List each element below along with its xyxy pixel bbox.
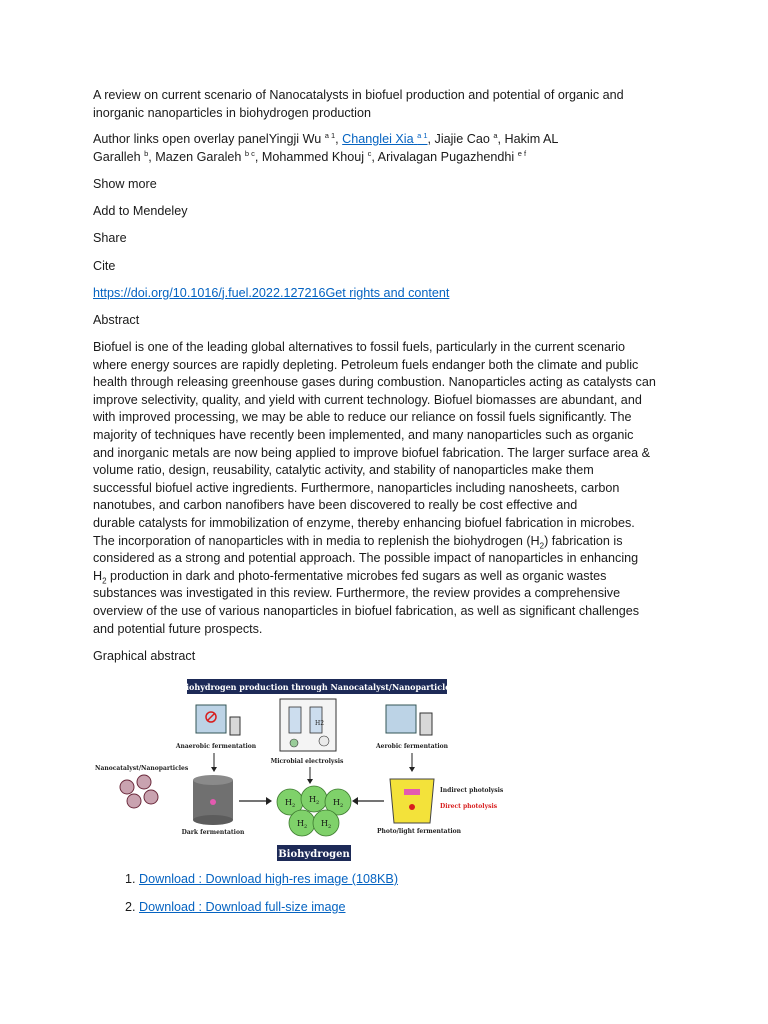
author-1-affiliation: a 1 [324, 131, 336, 140]
author-6[interactable]: Mohammed Khouj [261, 149, 365, 164]
abstract-line: where energy sources are rapidly depleting. Petroleum fuels endanger both the climate and public [93, 357, 639, 372]
get-rights-link[interactable]: Get rights and content [325, 285, 450, 300]
arrowhead-icon [211, 767, 217, 772]
author-5-affiliation: b c [244, 148, 255, 158]
download-item-fullsize [139, 898, 398, 916]
abstract-text [93, 339, 678, 638]
share-button[interactable]: Share [93, 231, 127, 246]
abstract-line [93, 533, 678, 551]
abstract-line [93, 568, 678, 586]
author-2-link[interactable] [342, 132, 427, 146]
author-1[interactable]: Yingji Wu [268, 132, 322, 147]
abstract-line: volume ratio, design, reusability, catalytic activity, and stability of nanoparticles make them [93, 463, 594, 478]
nanocatalyst-label: Nanocatalyst/Nanoparticles [95, 765, 189, 772]
h2-bubbles-icon [277, 786, 351, 836]
abstract-line: durable catalysts for immobilization of enzyme, thereby enhancing biofuel fabrication in microbes. [93, 516, 635, 531]
doi-link[interactable]: https://doi.org/10.1016/j.fuel.2022.127216 [93, 285, 326, 300]
biohydrogen-label: Biohydrogen [278, 849, 350, 860]
electrolysis-cell-icon [280, 699, 336, 751]
anaerobic-apparatus-icon [196, 705, 240, 735]
h2-bubble-label: $H_2$ [297, 819, 308, 830]
author-5[interactable]: Mazen Garaleh [155, 149, 242, 164]
photo-fermentation-beaker-icon [390, 779, 434, 823]
author-3[interactable]: Jiajie Cao [434, 132, 490, 147]
doi-line [93, 285, 678, 303]
h2-bubble-label: $H_2$ [333, 798, 344, 809]
article-title: A review on current scenario of Nanocatalysts in biofuel production and potential of organic and inorganic nanoparticles in biohydrogen production [93, 88, 624, 120]
abstract-line: majority of techniques have recently been implemented, and many nanoparticles such as organic [93, 428, 634, 443]
electrolysis-h2-label: H2 [315, 720, 325, 727]
cite-button[interactable]: Cite [93, 258, 116, 273]
figure-banner-text: Biohydrogen production through Nanocatalyst/Nanoparticles [179, 682, 455, 692]
abstract-line: considered as a strong and potential approach. The possible impact of nanoparticles in enhancing [93, 551, 639, 566]
arrowhead-icon [352, 797, 358, 805]
abstract-line: and inorganic metals are now being applied to improve biofuel fabrication. The larger surface area & [93, 445, 651, 460]
abstract-line: substances was investigated in this review. Furthermore, the review provides a comprehensive [93, 586, 621, 601]
add-to-mendeley-button[interactable]: Add to Mendeley [93, 204, 188, 219]
author-7-affiliation: e f [517, 148, 527, 158]
abstract-line: Biofuel is one of the leading global alternatives to fossil fuels, particularly in the current scenario [93, 340, 626, 355]
microbial-label: Microbial electrolysis [270, 758, 344, 765]
author-4-part2[interactable]: Garalleh [93, 149, 141, 164]
author-list [93, 131, 678, 166]
abstract-line: health through releasing greenhouse gases during combustion. Nanoparticles acting as catalysts can [93, 375, 656, 390]
arrowhead-icon [266, 797, 272, 805]
aerobic-apparatus-icon [386, 705, 432, 735]
author-2-affiliation: a 1 [417, 131, 428, 140]
direct-photolysis-label: Direct photolysis [440, 803, 498, 810]
subscript: 2 [539, 541, 545, 551]
abstract-line: with improved processing, we may be able to reduce our reliance on fossil fuels significantly. The [93, 410, 632, 425]
arrowhead-icon [409, 767, 415, 772]
indirect-photolysis-label: Indirect photolysis [440, 787, 504, 794]
author-links-prefix: Author links open overlay panel [93, 132, 269, 147]
author-3-affiliation: a [493, 131, 498, 140]
h2-bubble-label: $H_2$ [321, 819, 332, 830]
abstract-line: and potential future prospects. [93, 621, 263, 636]
graphical-abstract-image[interactable] [94, 677, 530, 864]
author-4-affiliation: b [144, 148, 149, 158]
separator: , [335, 132, 343, 147]
nanoparticles-icon [120, 775, 158, 808]
abstract-line: improve selectivity, quality, and yield with current technology. Biofuel biomasses are abundant, and [93, 392, 642, 407]
separator: , [148, 149, 156, 164]
h2-bubble-label: $H_2$ [285, 798, 296, 809]
download-list [93, 870, 398, 926]
abstract-text-span: ) fabrication is [544, 533, 623, 548]
show-more-button[interactable]: Show more [93, 176, 157, 191]
photo-fermentation-label: Photo/light fermentation [377, 828, 461, 835]
abstract-line: nanotubes, and carbon nanofibers have been discovered to really be cost effective and [93, 498, 578, 513]
abstract-heading: Abstract [93, 312, 140, 327]
dark-fermentation-drum-icon [193, 775, 233, 825]
author-6-affiliation: c [367, 148, 372, 158]
subscript: 2 [102, 576, 107, 586]
separator: , [371, 149, 378, 164]
dark-fermentation-label: Dark fermentation [181, 829, 245, 836]
article [93, 87, 678, 675]
download-full-size-link[interactable]: Download : Download full-size image [139, 900, 346, 914]
separator: , [427, 132, 435, 147]
separator: , [497, 132, 505, 147]
author-4-part1[interactable]: Hakim AL [504, 132, 559, 147]
author-2-name: Changlei Xia [342, 132, 414, 147]
download-item-highres [139, 870, 398, 888]
h2-bubble-label: $H_2$ [309, 795, 320, 806]
anaerobic-label: Anaerobic fermentation [175, 743, 257, 750]
author-7[interactable]: Arivalagan Pugazhendhi [377, 149, 515, 164]
arrowhead-icon [307, 779, 313, 784]
download-high-res-link[interactable]: Download : Download high-res image (108KB) [139, 872, 399, 886]
separator: , [254, 149, 262, 164]
abstract-line: overview of the use of various nanoparticles in biofuel fabrication, as well as significant challenges [93, 604, 640, 618]
abstract-line: successful biofuel active ingredients. Furthermore, nanoparticles including nanosheets, carbon [93, 480, 620, 495]
aerobic-label: Aerobic fermentation [375, 743, 449, 750]
abstract-text-span: production in dark and photo-fermentative microbes fed sugars as well as organic wastes [106, 568, 607, 583]
abstract-text-span: The incorporation of nanoparticles with in media to replenish the biohydrogen (H [93, 533, 540, 548]
abstract-text-span: H [93, 568, 103, 583]
graphical-abstract-heading: Graphical abstract [93, 648, 196, 663]
